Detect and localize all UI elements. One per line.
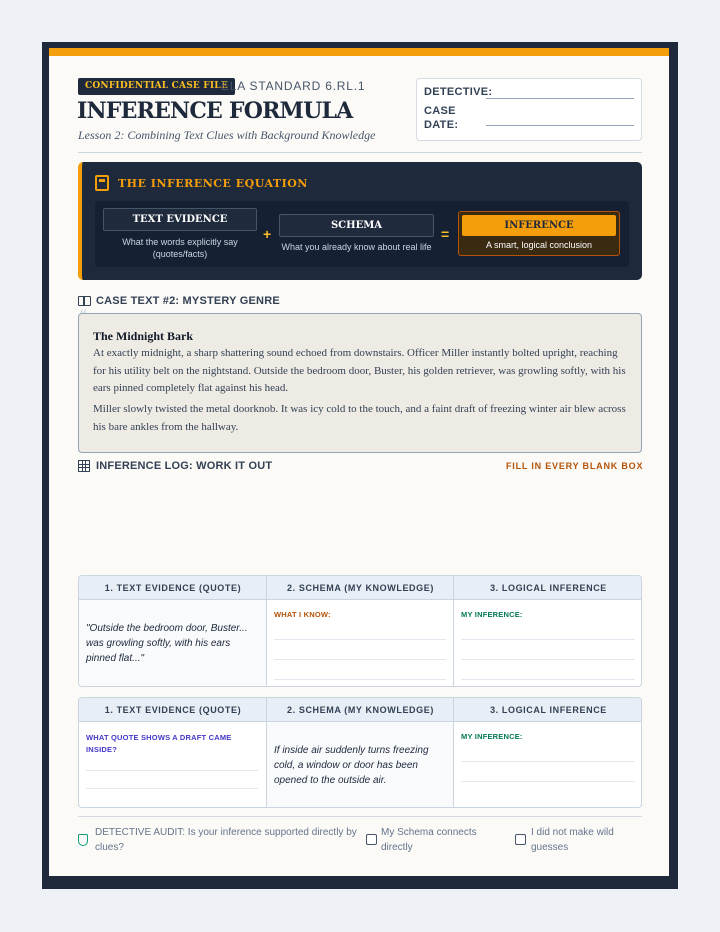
table-header: 2. SCHEMA (MY KNOWLEDGE) <box>267 698 454 722</box>
case-text-heading: CASE TEXT #2: MYSTERY GENRE <box>96 295 280 307</box>
schema-text: If inside air suddenly turns freezing cold, a window or door has been opened to the outside air. <box>274 745 429 786</box>
page-title: INFERENCE FORMULA <box>77 98 353 124</box>
standard-label: ELA STANDARD 6.RL.1 <box>221 79 366 93</box>
table-header: 1. TEXT EVIDENCE (QUOTE) <box>79 698 267 722</box>
audit-divider <box>78 816 642 817</box>
inference-write-line[interactable] <box>461 761 635 762</box>
case-date-field[interactable] <box>486 125 634 126</box>
inference-log-heading: INFERENCE LOG: WORK IT OUT <box>96 460 273 472</box>
table-header: 3. LOGICAL INFERENCE <box>454 698 642 722</box>
column-divider <box>453 576 454 686</box>
calculator-icon <box>95 175 109 191</box>
schema-box: SCHEMA <box>279 214 434 237</box>
inference-label: INFERENCE <box>462 215 616 236</box>
schema-write-line[interactable] <box>274 659 446 660</box>
inference-label: MY INFERENCE: <box>461 732 523 741</box>
inference-write-line[interactable] <box>461 781 635 782</box>
date-label: DATE: <box>424 119 459 131</box>
schema-desc: What you already know about real life <box>281 242 432 252</box>
inference-table-2 <box>78 697 642 808</box>
fill-note: FILL IN EVERY BLANK BOX <box>506 461 644 471</box>
inference-write-line[interactable] <box>461 679 635 680</box>
table-header: 1. TEXT EVIDENCE (QUOTE) <box>79 576 267 600</box>
no-wild-guesses-label: I did not make wild guesses <box>531 827 614 853</box>
inference-desc: A smart, logical conclusion <box>485 240 593 250</box>
table-header: 3. LOGICAL INFERENCE <box>454 576 642 600</box>
grid-icon <box>78 460 90 472</box>
header-divider <box>78 152 642 153</box>
column-divider <box>266 698 267 807</box>
schema-connects-checkbox[interactable] <box>366 834 377 845</box>
story-paragraph: At exactly midnight, a sharp shattering sound echoed from downstairs. Officer Miller instantly bolted upright, reaching for his utility belt on the nightstand. Outside the bedroom door, Buster, his golden retriever, was growling softly, with his ears pinned completely flat against his head. <box>93 347 626 394</box>
table-header: 2. SCHEMA (MY KNOWLEDGE) <box>267 576 454 600</box>
detective-label: DETECTIVE: <box>424 86 493 98</box>
column-divider <box>453 698 454 807</box>
shield-icon <box>78 834 88 846</box>
quote-prompt-label: WHAT QUOTE SHOWS A DRAFT CAME INSIDE? <box>86 733 232 754</box>
inference-table-1 <box>78 575 642 687</box>
case-label: CASE <box>424 105 456 117</box>
page-subtitle: Lesson 2: Combining Text Clues with Background Knowledge <box>78 128 376 142</box>
book-icon <box>78 296 91 306</box>
schema-write-line[interactable] <box>274 679 446 680</box>
equation-title: THE INFERENCE EQUATION <box>118 177 308 190</box>
story-title: The Midnight Bark <box>93 329 194 343</box>
confidential-tag: CONFIDENTIAL CASE FILE <box>78 78 235 95</box>
schema-write-line[interactable] <box>274 639 446 640</box>
text-evidence-desc: What the words explicitly say (quotes/facts) <box>122 237 238 259</box>
audit-question: DETECTIVE AUDIT: Is your inference supported directly by clues? <box>95 827 357 853</box>
inference-write-line[interactable] <box>461 659 635 660</box>
evidence-write-line[interactable] <box>86 770 258 771</box>
schema-label: WHAT I KNOW: <box>274 610 331 619</box>
inference-write-line[interactable] <box>461 639 635 640</box>
evidence-quote: "Outside the bedroom door, Buster... was growling softly, with his ears pinned flat..." <box>86 623 248 664</box>
text-evidence-box: TEXT EVIDENCE <box>103 208 257 231</box>
no-wild-guesses-checkbox[interactable] <box>515 834 526 845</box>
column-divider <box>266 576 267 686</box>
evidence-write-line[interactable] <box>86 788 258 789</box>
detective-name-field[interactable] <box>486 98 634 99</box>
accent-bar <box>49 48 669 56</box>
plus-sign: + <box>263 226 272 242</box>
story-paragraph: Miller slowly twisted the metal doorknob. It was icy cold to the touch, and a faint draft of freezing winter air blew across his bare ankles from the hallway. <box>93 403 626 433</box>
quote-mark: “ <box>79 306 88 325</box>
schema-connects-label: My Schema connects directly <box>381 827 477 853</box>
inference-label: MY INFERENCE: <box>461 610 523 619</box>
equals-sign: = <box>441 226 450 242</box>
